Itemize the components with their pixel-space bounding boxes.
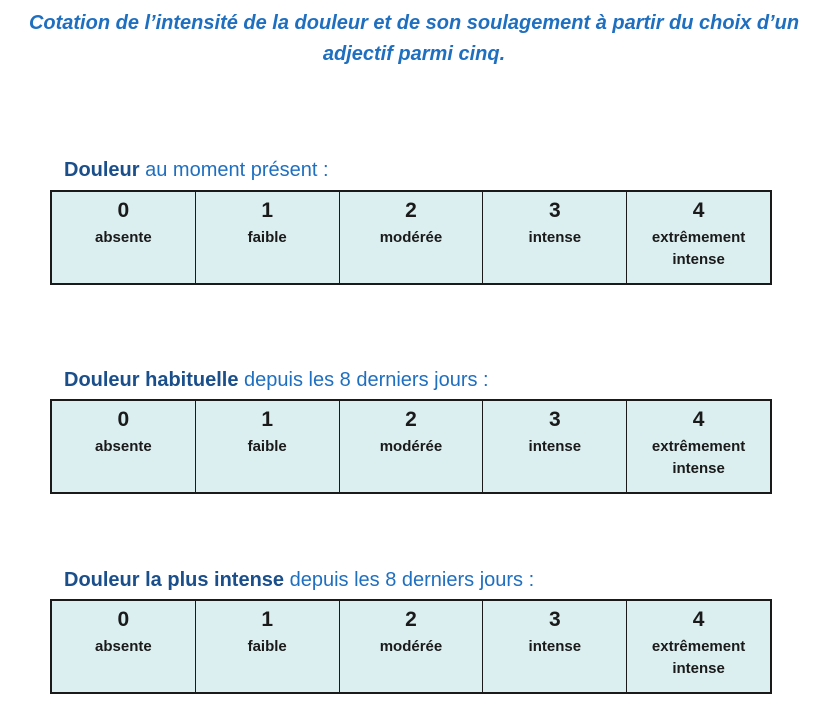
scale-value: 2 <box>405 199 417 222</box>
scale-option-2[interactable] <box>340 401 484 492</box>
scale-option-0[interactable] <box>52 401 196 492</box>
scale-option-1[interactable] <box>196 192 340 283</box>
scale-label: intense <box>528 438 582 455</box>
scale-label: extrêmement intense <box>651 638 746 677</box>
scale-option-4[interactable] <box>627 601 770 692</box>
scale-option-1[interactable] <box>196 601 340 692</box>
scale-label: faible <box>247 438 287 455</box>
scale-value: 0 <box>117 408 130 431</box>
page-title: Cotation de l’intensité de la douleur et de son soulagement à partir du choix d’un adjectif parmi cinq. <box>28 12 800 65</box>
scale-value: 3 <box>548 408 561 431</box>
scale-label: modérée <box>379 638 443 655</box>
pain-scale-current <box>50 190 772 285</box>
section-heading-text: depuis les 8 derniers jours : <box>284 569 535 591</box>
scale-value: 2 <box>405 408 417 431</box>
scale-value: 4 <box>692 199 705 222</box>
section-heading-worst-pain <box>64 568 534 592</box>
scale-label: faible <box>247 229 287 246</box>
section-heading-text: depuis les 8 derniers jours : <box>238 369 489 391</box>
scale-label: extrêmement intense <box>651 438 746 477</box>
scale-value: 2 <box>405 608 417 631</box>
scale-label: faible <box>247 638 287 655</box>
scale-value: 0 <box>117 199 130 222</box>
scale-value: 1 <box>261 199 274 222</box>
scale-label: intense <box>528 638 582 655</box>
pain-scale-worst <box>50 599 772 694</box>
scale-value: 3 <box>548 199 561 222</box>
scale-value: 4 <box>692 408 705 431</box>
scale-option-3[interactable] <box>483 601 627 692</box>
section-heading-usual-pain <box>64 368 489 392</box>
scale-label: modérée <box>379 438 443 455</box>
section-heading-text: au moment présent : <box>139 159 329 181</box>
scale-option-3[interactable] <box>483 401 627 492</box>
scale-value: 1 <box>261 408 274 431</box>
section-heading-bold: Douleur habituelle <box>64 369 239 391</box>
scale-label: extrêmement intense <box>651 229 746 268</box>
scale-option-0[interactable] <box>52 601 196 692</box>
section-heading-bold: Douleur <box>64 159 140 181</box>
scale-label: modérée <box>379 229 443 246</box>
scale-option-4[interactable] <box>627 192 770 283</box>
scale-option-2[interactable] <box>340 192 484 283</box>
scale-value: 0 <box>117 608 130 631</box>
pain-scale-usual <box>50 399 772 494</box>
scale-value: 4 <box>692 608 705 631</box>
scale-label: absente <box>95 438 152 455</box>
section-heading-bold: Douleur la plus intense <box>64 569 285 591</box>
scale-option-1[interactable] <box>196 401 340 492</box>
scale-label: intense <box>528 229 582 246</box>
scale-label: absente <box>95 229 152 246</box>
scale-value: 3 <box>548 608 561 631</box>
section-heading-current-pain <box>64 158 329 182</box>
scale-option-2[interactable] <box>340 601 484 692</box>
scale-option-4[interactable] <box>627 401 770 492</box>
scale-option-0[interactable] <box>52 192 196 283</box>
scale-label: absente <box>95 638 152 655</box>
scale-option-3[interactable] <box>483 192 627 283</box>
scale-value: 1 <box>261 608 274 631</box>
